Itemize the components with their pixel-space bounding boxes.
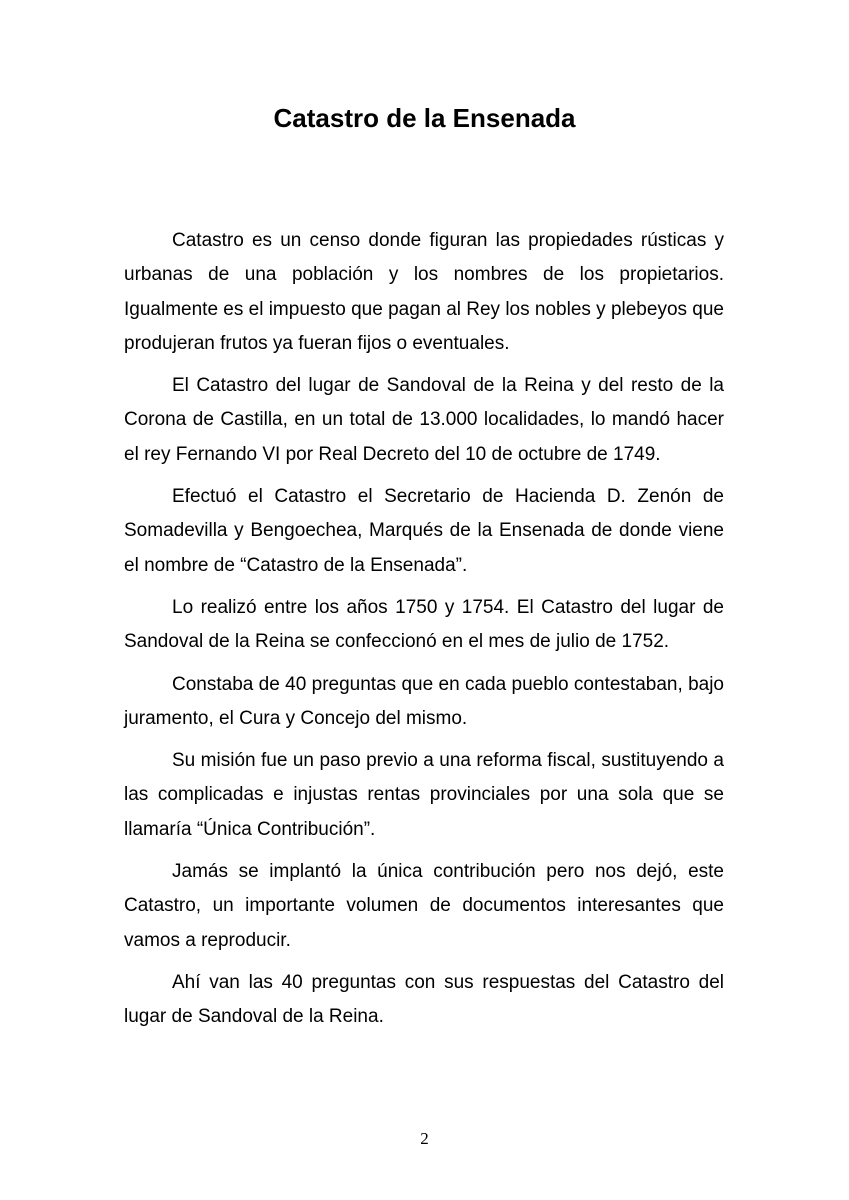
paragraph-4: Lo realizó entre los años 1750 y 1754. El Catastro del lugar de Sandoval de la Reina se confeccionó en el mes de julio de 1752. bbox=[124, 596, 724, 653]
paragraph-7: Jamás se implantó la única contribución pero nos dejó, este Catastro, un importante volumen de documentos interesantes que vamos a reproducir. bbox=[124, 861, 724, 951]
paragraph-3: Efectuó el Catastro el Secretario de Hacienda D. Zenón de Somadevilla y Bengoechea, Marqués de la Ensenada de donde viene el nombre de “Catastro de la Ensenada”. bbox=[124, 486, 724, 576]
paragraph-2: El Catastro del lugar de Sandoval de la Reina y del resto de la Corona de Castilla, en un total de 13.000 localidades, lo mandó hacer el rey Fernando VI por Real Decreto del 10 de octubre de 1749. bbox=[124, 375, 724, 465]
paragraph-6: Su misión fue un paso previo a una reforma fiscal, sustituyendo a las complicadas e injustas rentas provinciales por una sola que se llamaría “Única Contribución”. bbox=[124, 750, 724, 840]
paragraph-8: Ahí van las 40 preguntas con sus respuestas del Catastro del lugar de Sandoval de la Reina. bbox=[124, 971, 724, 1028]
body-text bbox=[124, 224, 724, 1043]
paragraph-5: Constaba de 40 preguntas que en cada pueblo contestaban, bajo juramento, el Cura y Concejo del mismo. bbox=[124, 673, 724, 729]
page-number: 2 bbox=[420, 1129, 429, 1148]
paragraph-1: Catastro es un censo donde figuran las propiedades rústicas y urbanas de una población y los nombres de los propietarios. Igualmente es el impuesto que pagan al Rey los nobles y plebeyos que produjeran frutos ya fueran fijos o eventuales. bbox=[124, 230, 724, 354]
page-title: Catastro de la Ensenada bbox=[273, 103, 576, 133]
